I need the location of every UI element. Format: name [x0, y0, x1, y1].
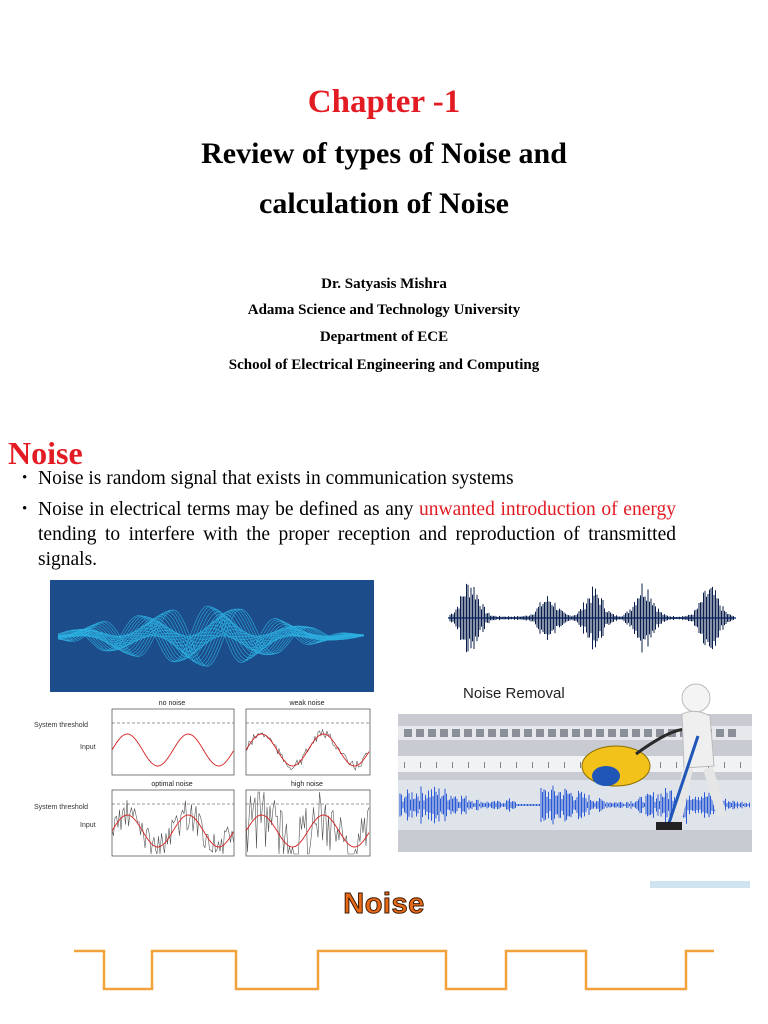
toolbar-icon	[476, 729, 484, 737]
bullet-text-start: Noise in electrical terms may be defined as any	[38, 499, 420, 520]
ruler-tick	[580, 762, 581, 768]
toolbar-icon	[596, 729, 604, 737]
ruler-tick	[436, 762, 437, 768]
noise-banner-text: Noise	[343, 888, 425, 920]
input-label: Input	[80, 822, 96, 829]
ruler-tick	[516, 762, 517, 768]
ruler-tick	[500, 762, 501, 768]
noise-removal-caption: Noise Removal	[463, 685, 565, 702]
toolbar-icon	[488, 729, 496, 737]
bullet-text: Noise is random signal that exists in communication systems	[38, 468, 514, 489]
ruler-tick	[548, 762, 549, 768]
document-title-line-1: Review of types of Noise and	[201, 137, 567, 170]
ruler-tick	[468, 762, 469, 768]
noise-removal-image	[398, 676, 752, 852]
author-university: Adama Science and Technology University	[247, 302, 521, 318]
toolbar-icon	[524, 729, 532, 737]
ruler-tick	[564, 762, 565, 768]
noise-levels-figure	[32, 697, 376, 857]
threshold-label: System threshold	[34, 722, 89, 729]
bullet-item-2	[22, 497, 676, 572]
toolbar-icon	[728, 729, 736, 737]
toolbar-icon	[620, 729, 628, 737]
input-label: Input	[80, 744, 96, 751]
square-wave-graphic	[74, 945, 714, 997]
author-school: School of Electrical Engineering and Computing	[228, 357, 540, 373]
ruler-tick	[740, 762, 741, 768]
panel-title: no noise	[158, 700, 186, 707]
panel-title: optimal noise	[151, 781, 193, 788]
bullet-text-end: tending to interfere with the proper reception and reproduction of transmitted signals.	[38, 524, 676, 570]
bullet-dot: •	[22, 470, 28, 486]
document-title-line-2: calculation of Noise	[259, 187, 509, 220]
toolbar-icon	[404, 729, 412, 737]
ruler-tick	[484, 762, 485, 768]
toolbar-icon	[632, 729, 640, 737]
toolbar-icon	[452, 729, 460, 737]
panel-title: weak noise	[289, 700, 325, 707]
toolbar-icon	[644, 729, 652, 737]
toolbar-icon	[536, 729, 544, 737]
ruler-tick	[404, 762, 405, 768]
ruler-tick	[660, 762, 661, 768]
section-heading: Noise	[8, 435, 83, 471]
toolbar-icon	[500, 729, 508, 737]
ruler-tick	[452, 762, 453, 768]
bullet-text	[38, 497, 676, 572]
toolbar-icon	[464, 729, 472, 737]
bullet-dot: •	[22, 501, 28, 517]
decorative-bar	[650, 881, 750, 888]
toolbar-icon	[428, 729, 436, 737]
bullet-item-1	[22, 466, 676, 491]
toolbar-icon	[440, 729, 448, 737]
ruler-tick	[420, 762, 421, 768]
ruler-tick	[724, 762, 725, 768]
toolbar-icon	[716, 729, 724, 737]
toolbar-icon	[512, 729, 520, 737]
toolbar-icon	[608, 729, 616, 737]
author-department: Department of ECE	[319, 329, 449, 345]
toolbar-icon	[416, 729, 424, 737]
toolbar-icon	[548, 729, 556, 737]
chapter-title: Chapter -1	[307, 84, 461, 120]
mesh-wave-image	[50, 580, 374, 692]
ruler-tick	[676, 762, 677, 768]
toolbar-icon	[560, 729, 568, 737]
ruler-tick	[532, 762, 533, 768]
toolbar-icon	[584, 729, 592, 737]
toolbar-icon	[572, 729, 580, 737]
audio-waveform-image	[448, 568, 736, 668]
bullet-text-highlight: unwanted introduction of energy	[419, 499, 677, 520]
author-name: Dr. Satyasis Mishra	[321, 276, 447, 292]
panel-title: high noise	[291, 781, 323, 788]
threshold-label: System threshold	[34, 804, 89, 811]
